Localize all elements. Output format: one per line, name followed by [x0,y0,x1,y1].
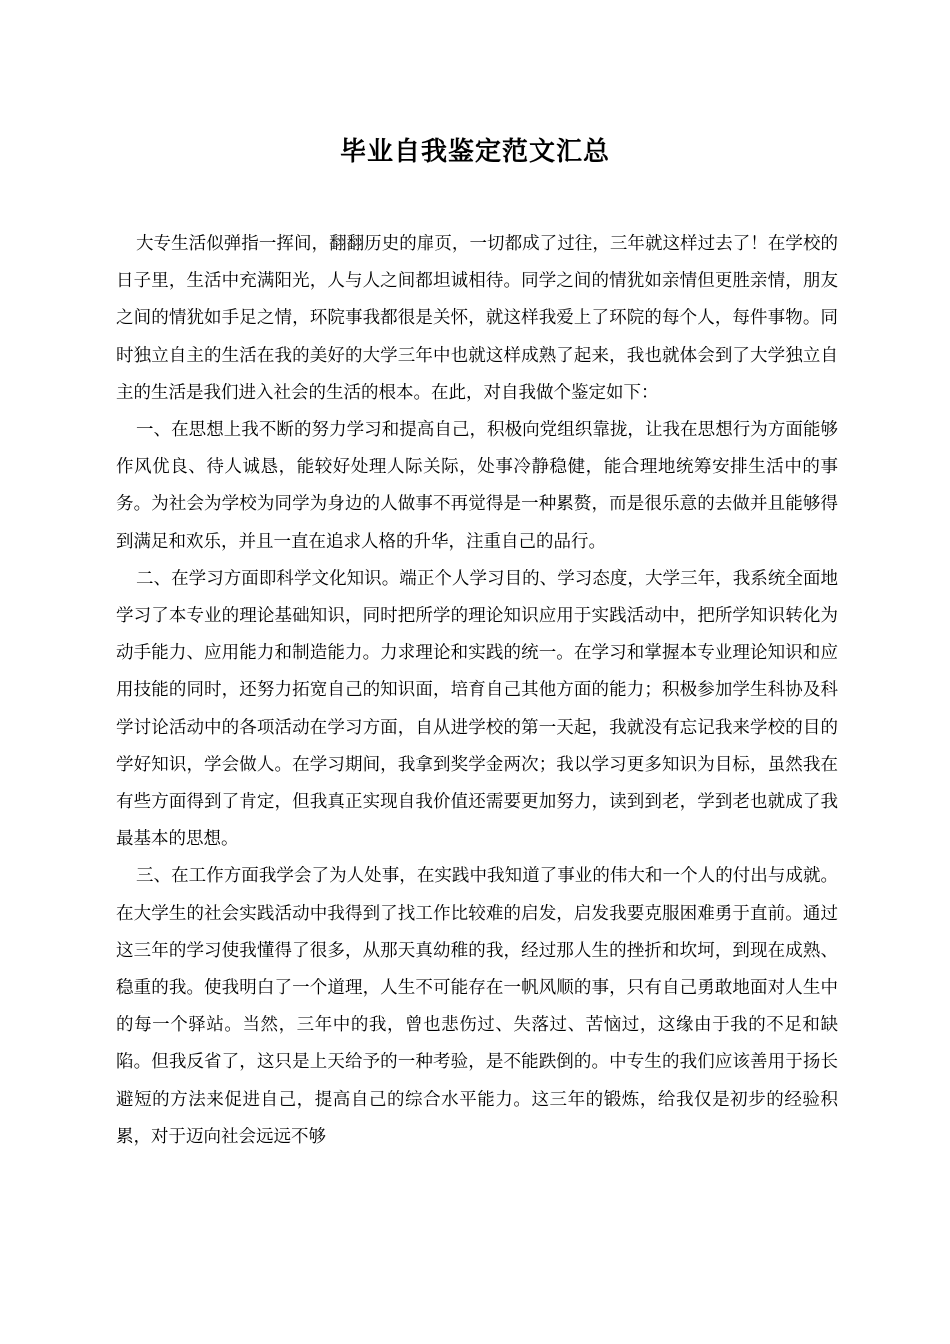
paragraph-work: 三、在工作方面我学会了为人处事，在实践中我知道了事业的伟大和一个人的付出与成就。在大学生的社会实践活动中我得到了找工作比较难的启发，启发我要克服困难勇于直前。通过这三年的学习使我懂得了很多，从那天真幼稚的我，经过那人生的挫折和坎坷，到现在成熟、稳重的我。使我明白了一个道理，人生不可能存在一帆风顺的事，只有自己勇敢地面对人生中的每一个驿站。当然，三年中的我，曾也悲伤过、失落过、苦恼过，这缘由于我的不足和缺陷。但我反省了，这只是上天给予的一种考验，是不能跌倒的。中专生的我们应该善用于扬长避短的方法来促进自己，提高自己的综合水平能力。这三年的锻炼，给我仅是初步的经验积累，对于迈向社会远远不够 [116,866,838,1147]
paragraph-study: 二、在学习方面即科学文化知识。端正个人学习目的、学习态度，大学三年，我系统全面地学习了本专业的理论基础知识，同时把所学的理论知识应用于实践活动中，把所学知识转化为动手能力、应用能力和制造能力。力求理论和实践的统一。在学习和掌握本专业理论知识和应用技能的同时，还努力拓宽自己的知识面，培育自己其他方面的能力；积极参加学生科协及科学讨论活动中的各项活动在学习方面，自从进学校的第一天起，我就没有忘记我来学校的目的学好知识，学会做人。在学习期间，我拿到奖学金两次；我以学习更多知识为目标，虽然我在有些方面得到了肯定，但我真正实现自我价值还需要更加努力，读到到老，学到老也就成了我最基本的思想。 [116,568,838,850]
paragraph-thought: 一、在思想上我不断的努力学习和提高自己，积极向党组织靠拢，让我在思想行为方面能够作风优良、待人诚恳，能较好处理人际关际，处事冷静稳健，能合理地统筹安排生活中的事务。为社会为学校为同学为身边的人做事不再觉得是一种累赘，而是很乐意的去做并且能够得到满足和欢乐，并且一直在追求人格的升华，注重自己的品行。 [116,420,838,552]
document-title: 毕业自我鉴定范文汇总 [339,137,610,167]
intro-paragraph: 大专生活似弹指一挥间，翻翻历史的扉页，一切都成了过往，三年就这样过去了！在学校的日子里，生活中充满阳光，人与人之间都坦诚相待。同学之间的情犹如亲情但更胜亲情，朋友之间的情犹如手足之情，环院事我都很是关怀，就这样我爱上了环院的每个人，每件事物。同时独立自主的生活在我的美好的大学三年中也就这样成熟了起来，我也就体会到了大学独立自主的生活是我们进入社会的生活的根本。在此，对自我做个鉴定如下： [116,234,838,403]
document-body [116,226,838,1156]
